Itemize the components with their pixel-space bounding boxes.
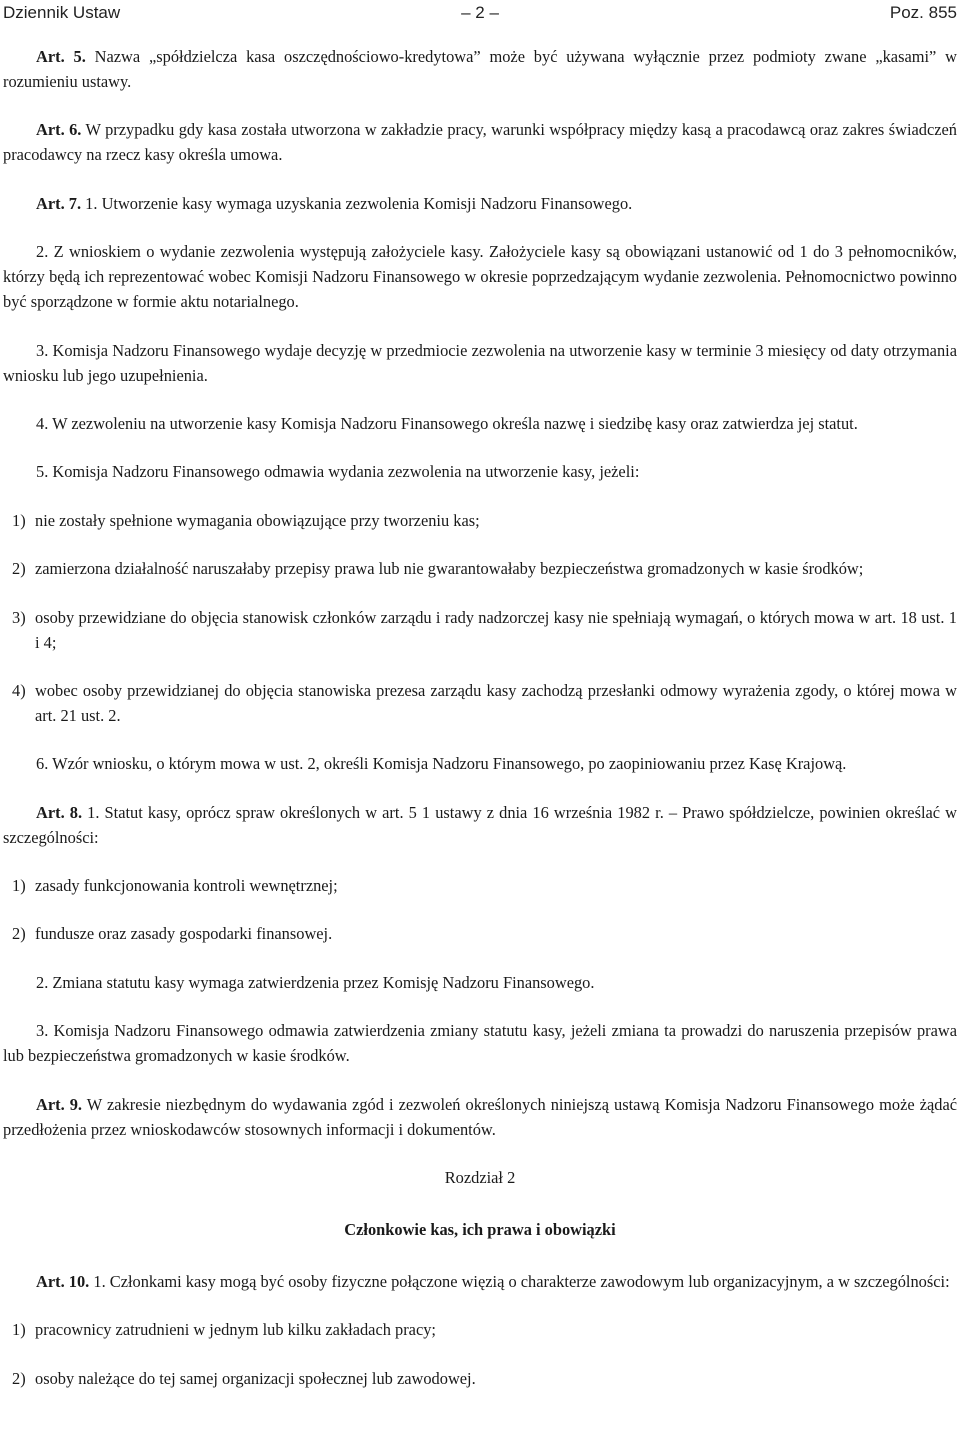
list-text: zamierzona działalność naruszałaby przepisy prawa lub nie gwarantowałaby bezpieczeństwa gromadzonych w kasie środków;	[35, 559, 864, 579]
list-item	[3, 556, 957, 581]
article-7-para-2: 2. Z wnioskiem o wydanie zezwolenia występują założyciele kasy. Założyciele kasy są obowiązani ustanowić od 1 do 3 pełnomocników, którzy będą ich reprezentować wobec Komisji Nadzoru Finansowego w okresie poprzedzającym wydanie zezwolenia. Pełnomocnictwo powinno być sporządzone w formie aktu notarialnego.	[3, 242, 957, 312]
article-9	[3, 1092, 957, 1142]
article-7-para-6: 6. Wzór wniosku, o którym mowa w ust. 2, określi Komisja Nadzoru Finansowego, po zaopiniowaniu przez Kasę Krajową.	[36, 754, 847, 774]
document-body	[3, 44, 957, 1414]
article-text: W przypadku gdy kasa została utworzona w zakładzie pracy, warunki współpracy między kasą a pracodawcą oraz zakres świadczeń pracodawcy na rzecz kasy określa umowa.	[3, 120, 957, 165]
position-number: Poz. 855	[889, 3, 957, 22]
list-item	[3, 678, 957, 728]
article-text: 1. Utworzenie kasy wymaga uzyskania zezwolenia Komisji Nadzoru Finansowego.	[85, 193, 633, 213]
article-6	[3, 117, 957, 167]
list-text: fundusze oraz zasady gospodarki finansowej.	[35, 924, 333, 944]
article-10-para-1	[3, 1269, 957, 1294]
article-8-para-2: 2. Zmiana statutu kasy wymaga zatwierdzenia przez Komisję Nadzoru Finansowego.	[36, 972, 595, 992]
list-item	[3, 1366, 957, 1391]
list-marker: 2)	[12, 559, 26, 579]
page-header	[0, 0, 960, 28]
page-number: – 2 –	[461, 3, 499, 22]
article-7-para-5: 5. Komisja Nadzoru Finansowego odmawia wydania zezwolenia na utworzenie kasy, jeżeli:	[36, 462, 640, 482]
list-marker: 1)	[12, 876, 26, 896]
article-text: W zakresie niezbędnym do wydawania zgód i zezwoleń określonych niniejszą ustawą Komisja Nadzoru Finansowego może żądać przedłożenia przez wnioskodawców stosownych informacji i dokumentów.	[3, 1094, 958, 1139]
list-text: pracownicy zatrudnieni w jednym lub kilku zakładach pracy;	[35, 1320, 436, 1340]
list-text: wobec osoby przewidzianej do objęcia stanowiska prezesa zarządu kasy zachodzą przesłanki odmowy wyrażenia zgody, o której mowa w art. 21 ust. 2.	[35, 680, 957, 725]
article-8-para-1	[3, 800, 957, 850]
list-marker: 1)	[12, 510, 26, 530]
article-label: Art. 9.	[36, 1094, 83, 1114]
article-label: Art. 8.	[36, 802, 83, 822]
list-marker: 4)	[12, 680, 26, 700]
article-label: Art. 6.	[36, 120, 82, 140]
article-7-para-4: 4. W zezwoleniu na utworzenie kasy Komisja Nadzoru Finansowego określa nazwę i siedzibę kasy oraz zatwierdza jej statut.	[36, 413, 858, 433]
article-7-para-3: 3. Komisja Nadzoru Finansowego wydaje decyzję w przedmiocie zezwolenia na utworzenie kasy w terminie 3 miesięcy od daty otrzymania wniosku lub jego uzupełnienia.	[3, 340, 957, 385]
list-marker: 1)	[12, 1320, 26, 1340]
article-7-para-1	[3, 191, 957, 216]
chapter-number: Rozdział 2	[444, 1168, 516, 1188]
article-text: 1. Członkami kasy mogą być osoby fizyczne połączone więzią o charakterze zawodowym lub organizacyjnym, a w szczególności:	[93, 1272, 950, 1292]
list-marker: 3)	[12, 607, 26, 627]
list-text: nie zostały spełnione wymagania obowiązujące przy tworzeniu kas;	[35, 510, 480, 530]
chapter-title: Członkowie kas, ich prawa i obowiązki	[344, 1220, 616, 1240]
list-text: osoby przewidziane do objęcia stanowisk członków zarządu i rady nadzorczej kasy nie spełniają wymagań, o których mowa w art. 18 ust. 1 i 4;	[35, 607, 957, 652]
article-text: 1. Statut kasy, oprócz spraw określonych w art. 5 1 ustawy z dnia 16 września 1982 r. – Prawo spółdzielcze, powinien określać w szczególności:	[3, 802, 957, 847]
list-item	[3, 921, 957, 946]
article-text: Nazwa „spółdzielcza kasa oszczędnościowo-kredytowa” może być używana wyłącznie przez podmioty zwane „kasami” w rozumieniu ustawy.	[3, 47, 957, 91]
list-text: zasady funkcjonowania kontroli wewnętrznej;	[35, 876, 338, 896]
list-item	[3, 508, 957, 533]
journal-title: Dziennik Ustaw	[3, 3, 121, 22]
list-item	[3, 873, 957, 898]
list-item	[3, 605, 957, 655]
article-5	[3, 44, 957, 94]
article-label: Art. 5.	[36, 47, 86, 66]
list-item	[3, 1317, 957, 1342]
article-label: Art. 10.	[36, 1272, 90, 1292]
list-marker: 2)	[12, 1368, 26, 1388]
article-label: Art. 7.	[36, 193, 82, 213]
list-marker: 2)	[12, 924, 26, 944]
article-8-para-3: 3. Komisja Nadzoru Finansowego odmawia zatwierdzenia zmiany statutu kasy, jeżeli zmiana ta prowadzi do naruszenia przepisów prawa lub bezpieczeństwa gromadzonych w kasie środków.	[3, 1021, 957, 1066]
list-text: osoby należące do tej samej organizacji społecznej lub zawodowej.	[35, 1368, 476, 1388]
